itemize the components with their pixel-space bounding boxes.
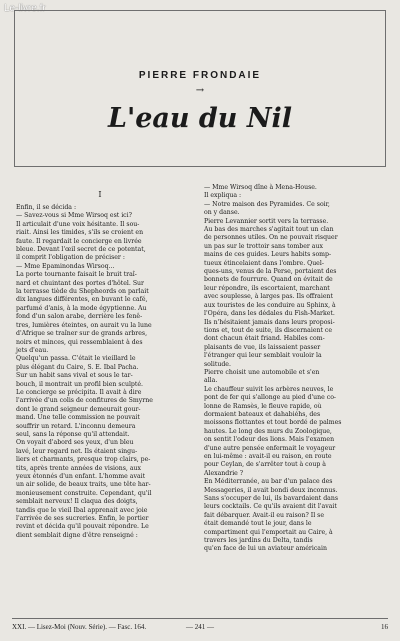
story-title: L'eau du Nil xyxy=(107,103,293,134)
arrow-ornament-icon: → xyxy=(195,85,205,96)
watermark: Le-livre.fr xyxy=(4,3,46,14)
text-column-left: Enfin, il se décida : — Savez-vous si Mme Wirsoq est ici? Il articulait d'une voix hésitante. Il sou- riait. Ainsi les timides, s'ils se croient en faute. Il regardait le concierge en livrée bleue. Devant l'œil secret de ce potentat, il comprit l'obligation de préciser : — Mme Epaminondas Wirsoq... La porte tournante faisait le bruit traî- nard et chuintant des portes d'hôtel. Sur la terrasse tiède du Shepheords on parlait dix langues différentes, en buvant le café, parfumé d'anis, à la mode égyptienne. Au fond d'un salon arabe, derrière les fenê- tres, lumières éteintes, on aurait vu la lune d'Afrique se traîner sur de grands arbres, noirs et minces, qui ressemblaient à des jets d'eau. Quelqu'un passa. C'était le vieillard le plus élégant du Caire, S. E. Ibal Pacha. Sur un habit sans vival et sous le tar- bouch, il montrait un profil bien sculpté. Le concierge se précipita. Il avait à dire l'arrivée d'un colis de confitures de Smyrne dont le grand seigneur demeurait gour- mand. Une telle commission ne pouvait souffrir un retard. L'inconnu demeura seul, sans la réponse qu'il attendait. On voyait d'abord ses yeux, d'un bleu lavé, leur regard net. Ils étaient singu- liers et charmants, presque trop clairs, pe- tits, après trente années de visions, aux yeux étonnés d'un enfant. L'homme avait un air solide, de beaux traits, une tête har- monieusement construite. Cependant, qu'il semblait nerveux! Il claqua des doigts, tandis que le vieil Ibal apprenait avec joie l'arrivée de ses sucreries. Enfin, le portier revint et décida qu'il pouvait répondre. Le dient semblait digne d'être renseigné : xyxy=(16,204,153,539)
page-number: — 241 — xyxy=(186,623,214,631)
footer-sheet-number: 16 xyxy=(381,623,388,631)
text-column-right: — Mme Wirsoq dîne à Mena-House. Il expliqua : — Notre maison des Pyramides. Ce soir, on y danse. Pierre Levannier sortit vers la terrasse. Au bas des marches s'agitait tout un clan de personnes utiles. On ne pouvait risquer un pas sur le trottoir sans tomber aux mains de ces guides. Leurs habits somp- tueux étincelaient dans l'ombre. Quel- ques-uns, venus de la Perse, portaient des bonnets de fourrure. Quand on évitait de leur répondre, ils escortaient, marchant avec souplesse, à larges pas. Ils offraient aux touristes de les conduire au Sphinx, à l'Opéra, dans les dédales du Fish-Market. Ils n'hésitaient jamais dans leurs proposi- tions et, tout de suite, ils discernaient ce dont chacun était friand. Habiles com- plaisants de vue, ils laissaient passer l'étranger qui leur semblait vouloir la solitude. Pierre choisit une automobile et s'en alla. Le chauffeur suivit les arbères neuves, le pont de fer qui s'allonge au pied d'une co- lonne de Ramsès, le fleuve rapide, où dormaient bateaux et dahabiéhs, des moissons flottantes et tout bordé de palmes hautes. Le long des murs du Zoologique, on sentit l'odeur des lions. Mais l'examen d'une autre pensée enfermait le voyageur en lui-même : avait-il eu raison, en route pour Ceylan, de s'arrêter tout à coup à Alexandrie ? En Méditerranée, au bar d'un palace des Messageries, il avait bondi deux inconnus. Sans s'occuper de lui, ils bavardaient dans leurs cocktails. Ce qu'ils avaient dit l'avait fait débarquer. Avait-il eu raison? Il se était demandé tout le jour, dans le compartiment qui l'emportait au Caire, à travers les jardins du Delta, tandis qu'en face de lui un aviateur américain xyxy=(204,184,342,553)
footer-publication: XXI. — Lisez-Moi (Nouv. Série). — Fasc. 164. xyxy=(12,623,147,631)
author-name: PIERRE FRONDAIE xyxy=(138,70,262,81)
chapter-number: I xyxy=(98,190,102,199)
page-footer xyxy=(12,618,388,631)
